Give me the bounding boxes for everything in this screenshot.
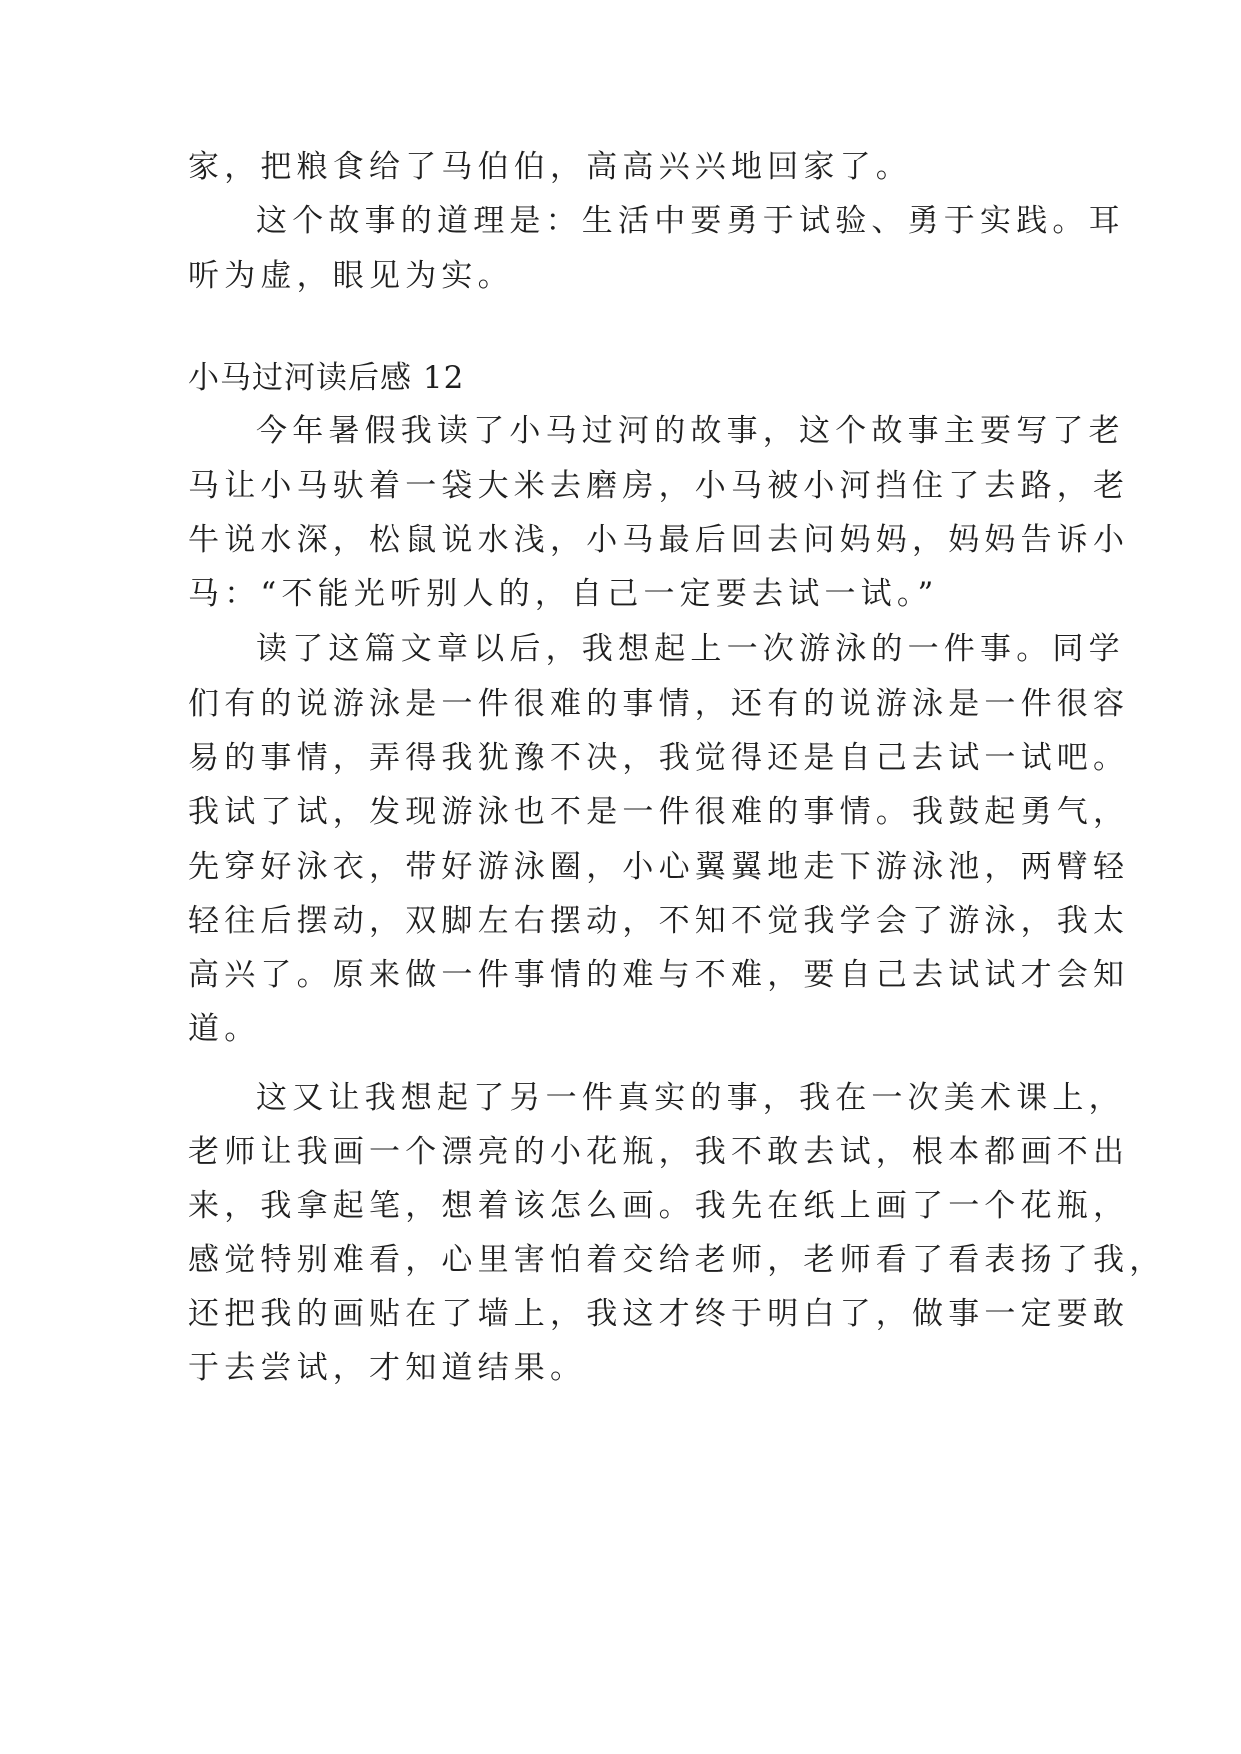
text-line-15: 高兴了。原来做一件事情的难与不难，要自己去试试才会知 [188,957,1130,993]
text-line-17: 这又让我想起了另一件真实的事，我在一次美术课上， [256,1080,1125,1116]
text-line-12: 我试了试，发现游泳也不是一件很难的事情。我鼓起勇气， [188,794,1130,830]
text-line-6: 马让小马驮着一袋大米去磨房，小马被小河挡住了去路，老 [188,468,1130,504]
text-line-5: 今年暑假我读了小马过河的故事，这个故事主要写了老 [256,413,1125,449]
text-line-11: 易的事情，弄得我犹豫不决，我觉得还是自己去试一试吧。 [188,740,1130,776]
text-line-7: 牛说水深，松鼠说水浅，小马最后回去问妈妈，妈妈告诉小 [188,522,1130,558]
text-line-3: 听为虚，眼见为实。 [188,258,514,294]
section-heading: 小马过河读后感 12 [188,360,465,396]
text-line-1: 家，把粮食给了马伯伯，高高兴兴地回家了。 [188,149,912,185]
text-line-16: 道。 [188,1011,261,1047]
text-line-14: 轻往后摆动，双脚左右摆动，不知不觉我学会了游泳，我太 [188,903,1130,939]
text-line-2: 这个故事的道理是：生活中要勇于试验、勇于实践。耳 [256,203,1125,239]
text-line-18: 老师让我画一个漂亮的小花瓶，我不敢去试，根本都画不出 [188,1134,1130,1170]
text-line-9: 读了这篇文章以后，我想起上一次游泳的一件事。同学 [256,631,1125,667]
text-line-10: 们有的说游泳是一件很难的事情，还有的说游泳是一件很容 [188,686,1130,722]
text-line-13: 先穿好泳衣，带好游泳圈，小心翼翼地走下游泳池，两臂轻 [188,849,1130,885]
text-line-8: 马：“不能光听别人的，自己一定要去试一试。” [188,576,939,612]
text-line-21: 还把我的画贴在了墙上，我这才终于明白了，做事一定要敢 [188,1296,1130,1332]
text-line-20: 感觉特别难看，心里害怕着交给老师，老师看了看表扬了我， [188,1242,1166,1278]
text-line-22: 于去尝试，才知道结果。 [188,1350,587,1386]
text-line-19: 来，我拿起笔，想着该怎么画。我先在纸上画了一个花瓶， [188,1188,1130,1224]
